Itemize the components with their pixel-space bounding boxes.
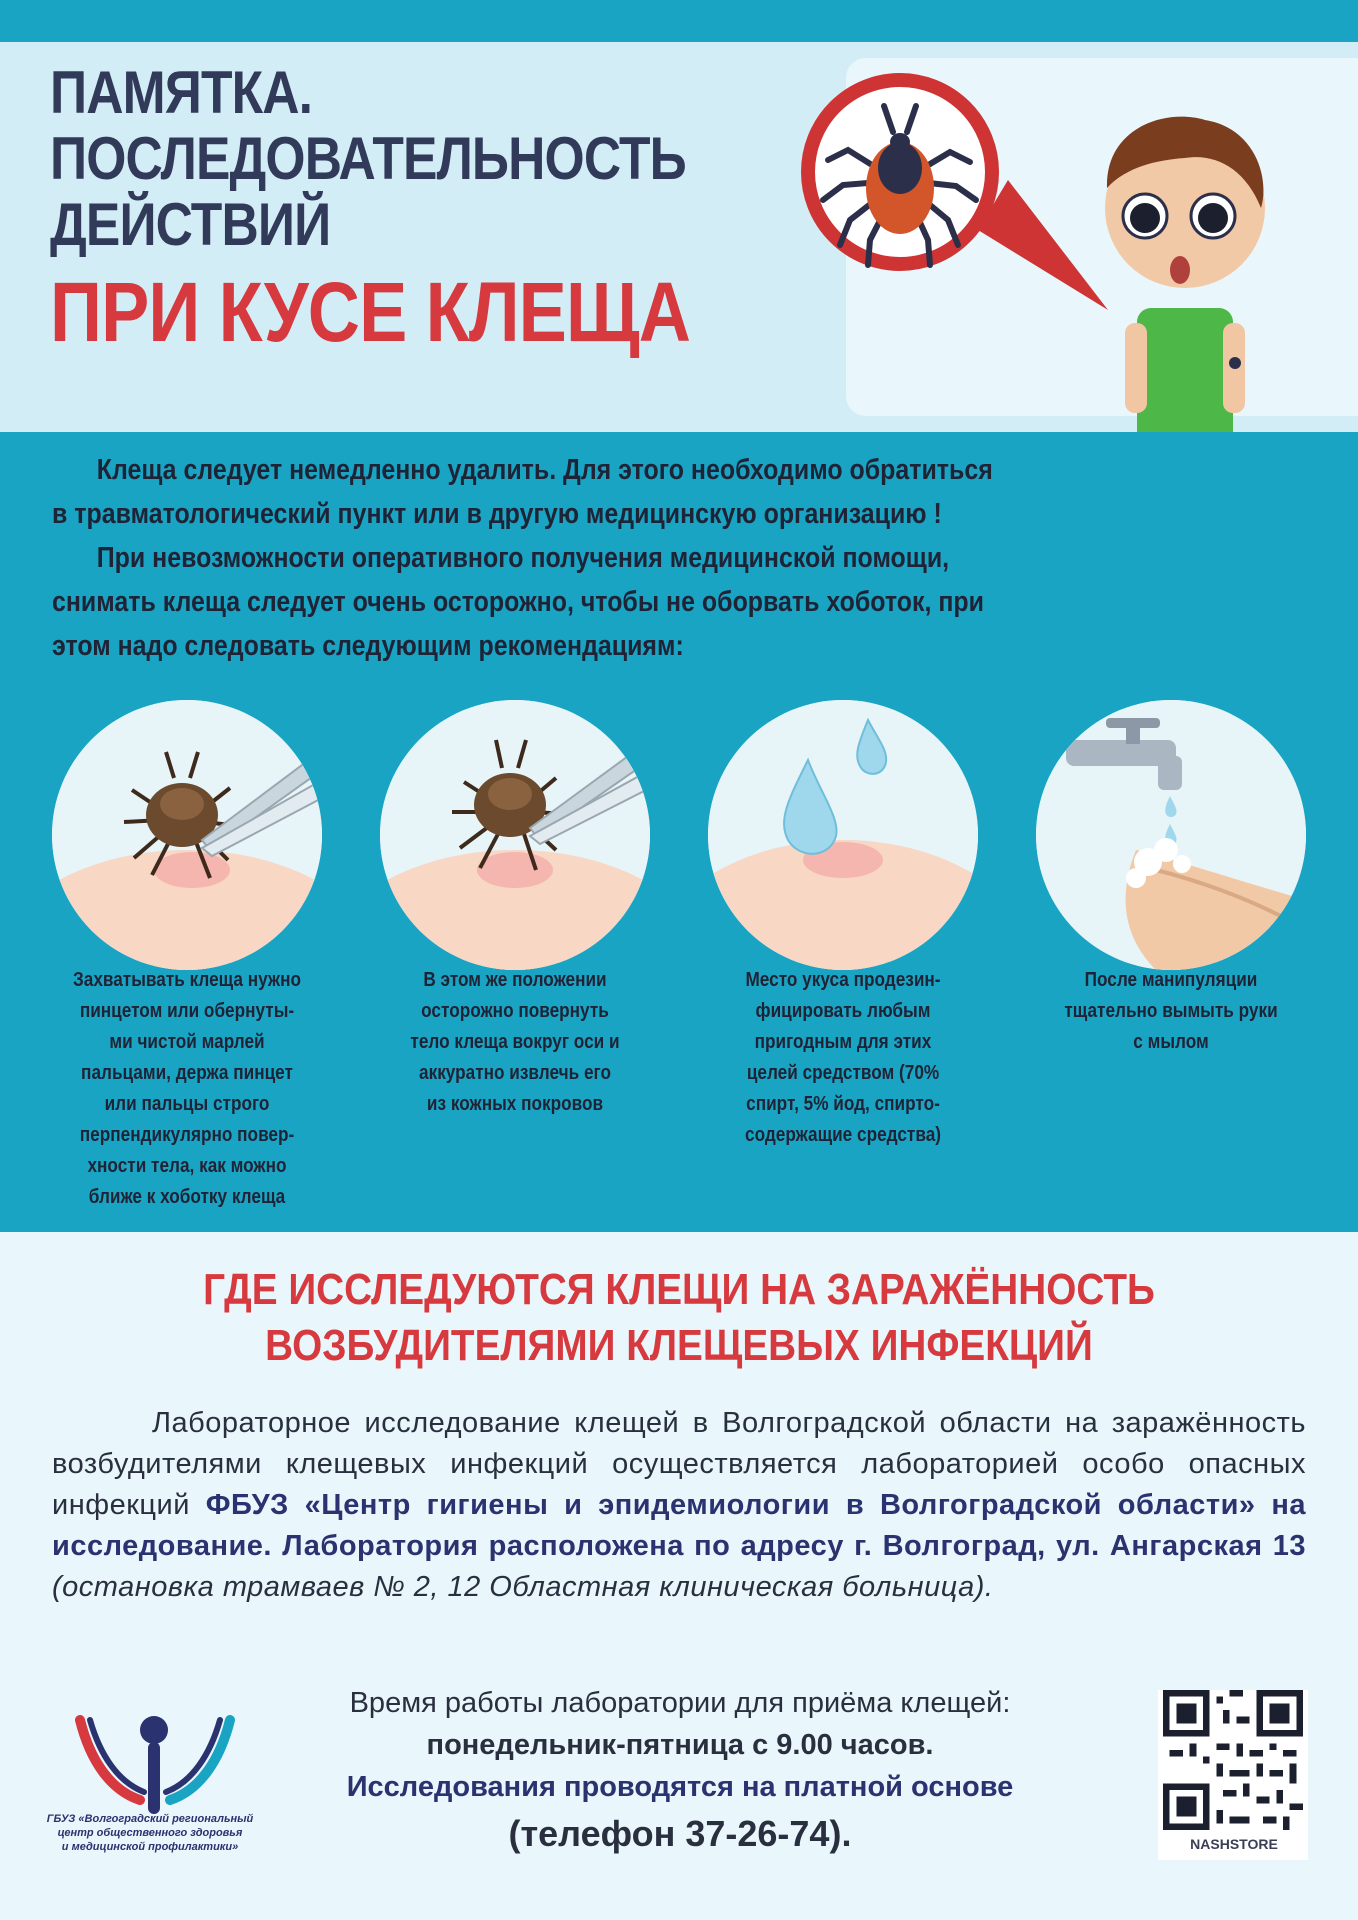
title-line-2: ПОСЛЕДОВАТЕЛЬНОСТЬ — [50, 125, 686, 192]
hours-days: понедельник-пятница с 9.00 часов. — [426, 1729, 934, 1761]
step-text-line: с мылом — [1133, 1031, 1209, 1053]
lab-description-accent: ФБУЗ «Центр гигиены и эпидемиологии в Волгоградской области» на исследование. Лаборатория расположена по адресу г. Волгоград, ул. Ангарская 13 — [52, 1489, 1306, 1562]
step-text-line: фицировать любым — [755, 1000, 931, 1022]
qr-brand-label: NASHSTORE — [1190, 1836, 1278, 1852]
intro-line: этом надо следовать следующим рекомендациям: — [52, 630, 684, 662]
step-2-text — [365, 965, 665, 1120]
top-strip — [0, 0, 1358, 42]
title-main-red: ПРИ КУСЕ КЛЕЩА — [50, 265, 691, 359]
step-text-line: В этом же положении — [423, 969, 607, 991]
lab-description — [52, 1403, 1306, 1608]
hours-title: Время работы лаборатории для приёма клещей: — [349, 1687, 1011, 1719]
logo-caption-line: центр общественного здоровья — [57, 1827, 243, 1839]
step-text-line: аккуратно извлечь его — [419, 1062, 611, 1084]
step-1-text — [37, 965, 337, 1213]
step-text-line: пригодным для этих — [754, 1031, 932, 1053]
step-text-line: из кожных покровов — [426, 1093, 604, 1115]
tick-tweezers-icon — [52, 700, 322, 970]
tick-rotate-icon — [380, 700, 650, 970]
step-text-line: Место укуса продезин- — [745, 969, 941, 991]
qr-code-icon — [1158, 1690, 1308, 1830]
lab-description-italic: (остановка трамваев № 2, 12 Областная клиническая больница). — [52, 1571, 994, 1603]
step-3-circle — [708, 700, 978, 970]
step-4-text — [1021, 965, 1321, 1058]
wash-hands-icon — [1036, 700, 1306, 970]
step-text-line: После манипуляции — [1084, 969, 1258, 991]
step-text-line: пальцами, держа пинцет — [81, 1062, 293, 1084]
step-1-circle — [52, 700, 322, 970]
step-text-line: ближе к хоботку клеща — [88, 1186, 286, 1208]
lab-heading-line-1: ГДЕ ИССЛЕДУЮТСЯ КЛЕЩИ НА ЗАРАЖЁННОСТЬ — [203, 1265, 1155, 1314]
logo-caption-line: ГБУЗ «Волгоградский региональный — [46, 1813, 254, 1825]
disinfect-drops-icon — [708, 700, 978, 970]
logo-caption — [30, 1812, 270, 1854]
title-line-1: ПАМЯТКА. — [50, 59, 313, 126]
step-text-line: тщательно вымыть руки — [1064, 1000, 1278, 1022]
step-text-line: содержащие средства) — [745, 1124, 941, 1146]
step-text-line: перпендикулярно повер- — [79, 1124, 295, 1146]
lab-description-plain: Лабораторное исследование клещей в Волгоградской области на заражённость возбудителями клещевых инфекций осуществляется лабораторией особо опасных инфекций — [52, 1407, 1306, 1521]
lab-heading-line-2: ВОЗБУДИТЕЛЯМИ КЛЕЩЕВЫХ ИНФЕКЦИЙ — [265, 1321, 1093, 1370]
step-text-line: хности тела, как можно — [87, 1155, 287, 1177]
intro-line: снимать клеща следует очень осторожно, чтобы не оборвать хоботок, при — [52, 586, 984, 618]
title-block — [50, 60, 810, 358]
magnified-tick-icon — [788, 60, 1118, 390]
step-2-circle — [380, 700, 650, 970]
intro-line: При невозможности оперативного получения медицинской помощи, — [96, 542, 950, 574]
lab-hours — [220, 1682, 1140, 1860]
lab-heading — [0, 1262, 1358, 1374]
step-text-line: или пальцы строго — [104, 1093, 270, 1115]
intro-line: в травматологический пункт или в другую медицинскую организацию ! — [52, 498, 942, 530]
step-text-line: ми чистой марлей — [109, 1031, 265, 1053]
step-4-circle — [1036, 700, 1306, 970]
step-3-text — [693, 965, 993, 1151]
title-line-3: ДЕЙСТВИЙ — [50, 191, 331, 258]
step-text-line: тело клеща вокруг оси и — [410, 1031, 620, 1053]
hours-paid-note: Исследования проводятся на платной основе — [346, 1771, 1014, 1803]
step-text-line: спирт, 5% йод, спирто- — [746, 1093, 940, 1115]
intro-text — [52, 448, 1132, 668]
qr-code-panel — [1158, 1690, 1308, 1860]
step-text-line: Захватывать клеща нужно — [72, 969, 302, 991]
intro-line: Клеща следует немедленно удалить. Для этого необходимо обратиться — [96, 454, 993, 486]
step-text-line: пинцетом или обернуты- — [79, 1000, 295, 1022]
hours-phone: (телефон 37-26-74). — [508, 1813, 852, 1854]
step-text-line: целей средством (70% — [746, 1062, 940, 1084]
step-text-line: осторожно повернуть — [421, 1000, 609, 1022]
logo-caption-line: и медицинской профилактики» — [61, 1841, 239, 1853]
